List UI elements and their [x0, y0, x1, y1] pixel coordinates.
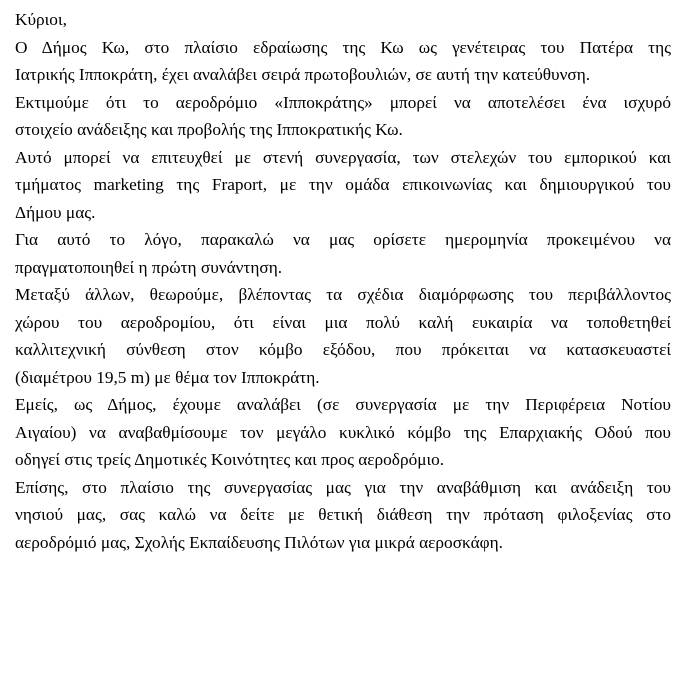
paragraph-3	[15, 144, 671, 227]
paragraph-6	[15, 391, 671, 474]
text-line: (διαμέτρου 19,5 m) με θέμα τον Ιπποκράτη.	[15, 367, 320, 387]
text-line: Για αυτό το λόγο, παρακαλώ να μας ορίσετε ημερομηνία προκειμένου να	[15, 230, 671, 249]
paragraph-5	[15, 281, 671, 391]
text-line: Εμείς, ως Δήμος, έχουμε αναλάβει (σε συνεργασία με την Περιφέρεια Νοτίου	[15, 395, 671, 414]
paragraph-7	[15, 474, 671, 557]
text-line: Αυτό μπορεί να επιτευχθεί με στενή συνεργασία, των στελεχών του εμπορικού και	[15, 147, 671, 167]
text-line: τμήματος marketing της Fraport, με την ομάδα επικοινωνίας και δημιουργικού του	[15, 175, 671, 194]
text-line: οδηγεί στις τρείς Δημοτικές Κοινότητες και προς αεροδρόμιο.	[15, 450, 445, 469]
paragraph-4	[15, 226, 671, 281]
text-line: Επίσης, στο πλαίσιο της συνεργασίας μας για την αναβάθμιση και ανάδειξη του	[15, 477, 671, 497]
text-line: στοιχείο ανάδειξης και προβολής της Ιπποκρατικής Κω.	[15, 120, 403, 139]
text-line: νησιού μας, σας καλώ να δείτε με θετική διάθεση την πρόταση φιλοξενίας στο	[15, 505, 671, 524]
text-line: Αιγαίου) να αναβαθμίσουμε τον μεγάλο κυκλικό κόμβο της Επαρχιακής Οδού που	[15, 422, 671, 442]
text-line: αεροδρόμιό μας, Σχολής Εκπαίδευσης Πιλότων για μικρά αεροσκάφη.	[15, 532, 503, 552]
text-line: χώρου του αεροδρομίου, ότι είναι μια πολύ καλή ευκαιρία να τοποθετηθεί	[15, 312, 671, 332]
text-line: Μεταξύ άλλων, θεωρούμε, βλέποντας τα σχέδια διαμόρφωσης του περιβάλλοντος	[15, 285, 671, 304]
text-line: Δήμου μας.	[15, 202, 96, 222]
text-line: πραγματοποιηθεί η πρώτη συνάντηση.	[15, 257, 283, 277]
text-line: Εκτιμούμε ότι το αεροδρόμιο «Ιπποκράτης» μπορεί να αποτελέσει ένα ισχυρό	[15, 92, 671, 112]
text-line: Ιατρικής Ιπποκράτη, έχει αναλάβει σειρά πρωτοβουλιών, σε αυτή την κατεύθυνση.	[15, 65, 591, 84]
salutation: Κύριοι,	[15, 10, 67, 29]
paragraph-2	[15, 89, 671, 144]
text-line: Ο Δήμος Κω, στο πλαίσιο εδραίωσης της Κω ως γενέτειρας του Πατέρα της	[15, 37, 671, 57]
text-line: καλλιτεχνική σύνθεση στον κόμβο εξόδου, που πρόκειται να κατασκευαστεί	[15, 340, 671, 359]
paragraph-1	[15, 34, 671, 89]
